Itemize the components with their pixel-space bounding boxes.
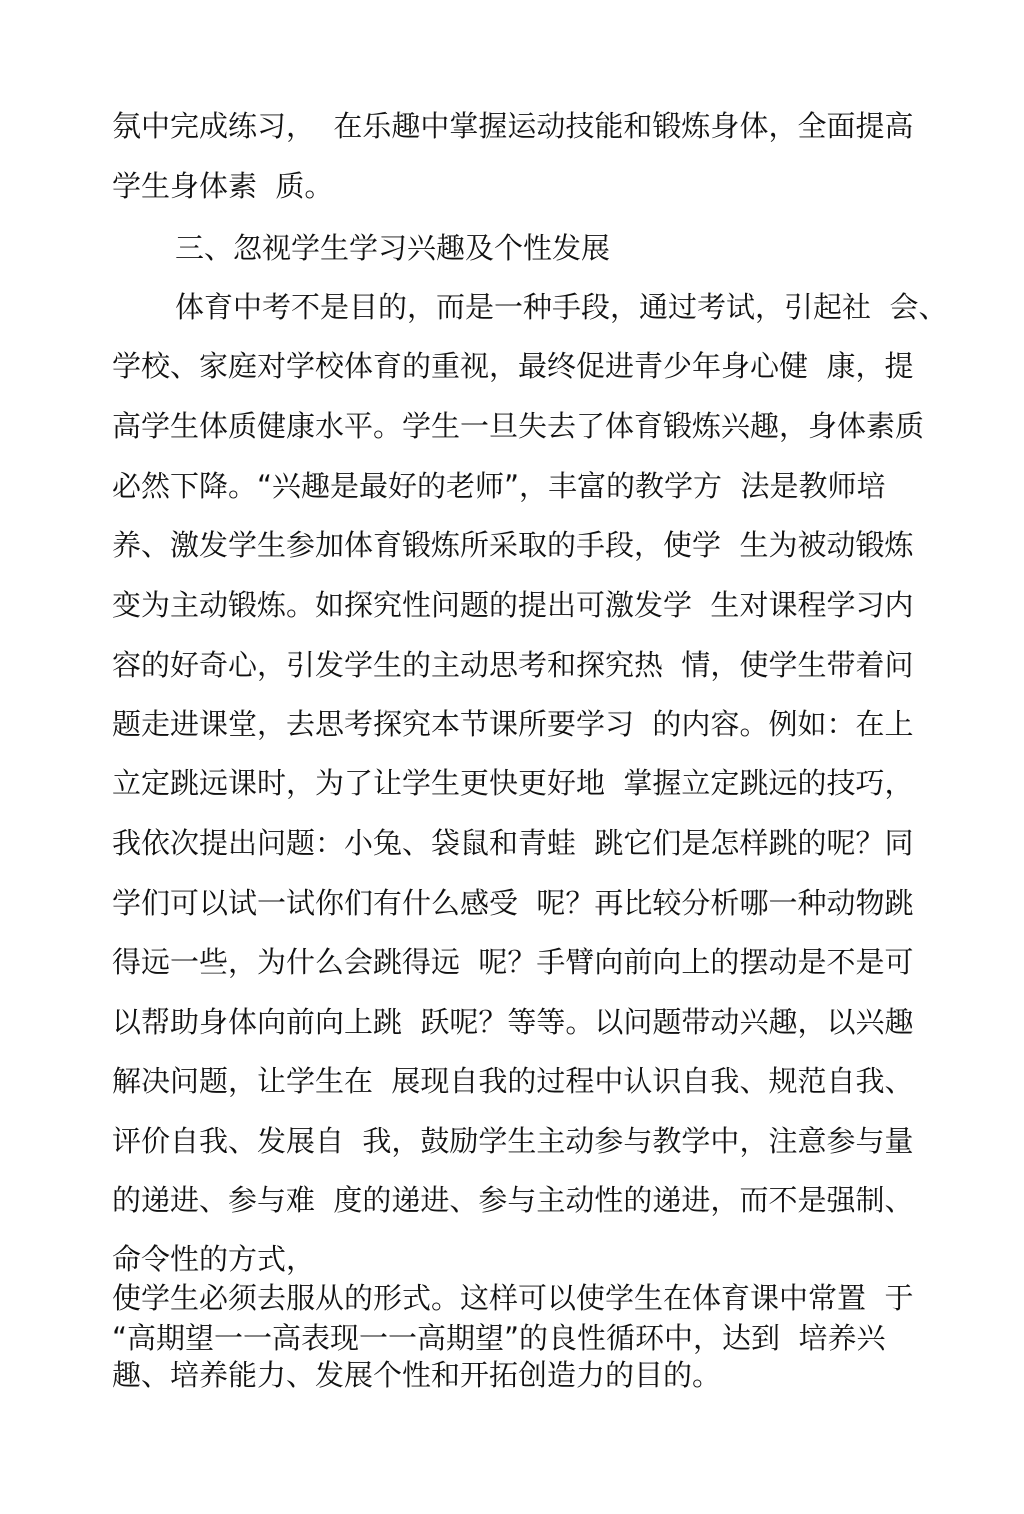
paragraph-line: 以帮助身体向前向上跳 跃呢？等等。以问题带动兴趣，以兴趣 bbox=[112, 1005, 914, 1039]
paragraph-line: 容的好奇心，引发学生的主动思考和探究热 情，使学生带着问 bbox=[112, 648, 914, 682]
paragraph-line: 体育中考不是目的，而是一种手段，通过考试，引起社 会、 bbox=[175, 290, 948, 324]
paragraph-line: 趣、培养能力、发展个性和开拓创造力的目的。 bbox=[112, 1358, 722, 1392]
paragraph-line: 养、激发学生参加体育锻炼所采取的手段，使学 生为被动锻炼 bbox=[112, 528, 914, 562]
paragraph-line: 评价自我、发展自 我，鼓励学生主动参与教学中，注意参与量 bbox=[112, 1124, 914, 1158]
paragraph-line: 学生身体素 质。 bbox=[112, 169, 334, 203]
paragraph-line: 氛中完成练习， 在乐趣中掌握运动技能和锻炼身体，全面提高 bbox=[112, 109, 914, 143]
section-heading: 三、忽视学生学习兴趣及个性发展 bbox=[175, 231, 611, 265]
paragraph-line: 题走进课堂，去思考探究本节课所要学习 的内容。例如：在上 bbox=[112, 707, 914, 741]
paragraph-line: “高期望一一高表现一一高期望”的良性循环中，达到 培养兴 bbox=[112, 1321, 886, 1355]
paragraph-line: 得远一些，为什么会跳得远 呢？手臂向前向上的摆动是不是可 bbox=[112, 945, 914, 979]
paragraph-line: 的递进、参与难 度的递进、参与主动性的递进，而不是强制、 bbox=[112, 1183, 914, 1217]
paragraph-line: 立定跳远课时，为了让学生更快更好地 掌握立定跳远的技巧， bbox=[112, 766, 914, 800]
paragraph-line: 变为主动锻炼。如探究性问题的提出可激发学 生对课程学习内 bbox=[112, 588, 914, 622]
paragraph-line: 学校、家庭对学校体育的重视，最终促进青少年身心健 康，提 bbox=[112, 349, 914, 383]
paragraph-line: 必然下降。“兴趣是最好的老师”，丰富的教学方 法是教师培 bbox=[112, 469, 886, 503]
paragraph-line: 高学生体质健康水平。学生一旦失去了体育锻炼兴趣，身体素质 bbox=[112, 409, 925, 443]
paragraph-line: 使学生必须去服从的形式。这样可以使学生在体育课中常置 于 bbox=[112, 1281, 914, 1315]
paragraph-line: 解决问题，让学生在 展现自我的过程中认识自我、规范自我、 bbox=[112, 1064, 914, 1098]
paragraph-line: 命令性的方式， bbox=[112, 1242, 316, 1276]
paragraph-line: 学们可以试一试你们有什么感受 呢？再比较分析哪一种动物跳 bbox=[112, 886, 914, 920]
paragraph-line: 我依次提出问题：小兔、袋鼠和青蛙 跳它们是怎样跳的呢？同 bbox=[112, 826, 914, 860]
